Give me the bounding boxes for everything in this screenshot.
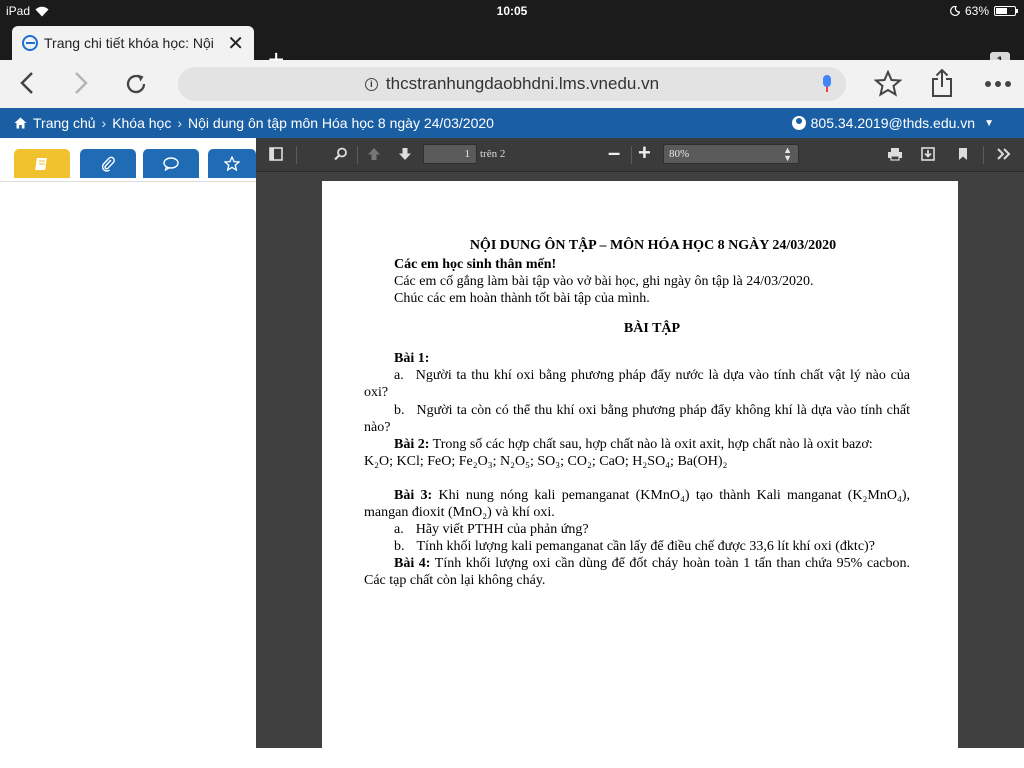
bai3-label: Bài 3: — [394, 488, 433, 503]
share-icon[interactable] — [930, 68, 954, 98]
info-icon[interactable]: i — [365, 78, 378, 91]
page-count: trên 2 — [480, 148, 506, 160]
page-number-input[interactable]: 1 — [423, 144, 477, 164]
bai2-text: Trong số các hợp chất sau, hợp chất nào là oxit axit, hợp chất nào là oxit bazơ: — [432, 437, 873, 452]
clock: 10:05 — [496, 4, 528, 18]
chevron-right-icon: › — [101, 115, 107, 131]
bai1-b — [364, 402, 910, 436]
bai1-label: Bài 1: — [394, 351, 430, 366]
bai2 — [364, 436, 910, 453]
bai3-text: Khi nung nóng kali pemanganat (KMnO₄) tạo thành Kali manganat (K₂MnO₄), mangan đioxit (MnO₂) và khí oxi. — [364, 488, 911, 520]
bai4 — [364, 555, 910, 589]
home-icon — [14, 117, 27, 129]
zoom-select[interactable] — [663, 144, 799, 164]
bai1-b-text: Người ta còn có thể thu khí oxi bằng phương pháp đẩy không khí là dựa vào tính chất nào? — [364, 403, 910, 435]
tab-title: Trang chi tiết khóa học: Nội — [44, 35, 214, 51]
sidebar-toggle-icon[interactable] — [269, 147, 283, 161]
microphone-icon[interactable] — [822, 75, 832, 93]
bai3-a-letter: a. — [394, 522, 404, 537]
status-bar — [0, 0, 1024, 22]
user-avatar-icon — [792, 116, 806, 130]
chevron-right-icon: › — [177, 115, 183, 131]
tab-notes[interactable] — [14, 149, 70, 178]
tab-comments[interactable] — [143, 149, 199, 178]
sidebar-tabs — [0, 138, 256, 182]
search-icon[interactable] — [334, 147, 348, 161]
bai2-label: Bài 2: — [394, 437, 430, 452]
toolbar-divider — [983, 146, 984, 164]
greeting: Các em học sinh thân mến! — [394, 257, 557, 272]
caret-down-icon: ▼ — [984, 117, 994, 129]
user-menu[interactable] — [788, 112, 1004, 134]
toolbar-divider — [631, 146, 632, 164]
section-heading: BÀI TẬP — [623, 321, 681, 336]
previous-page-icon[interactable] — [367, 147, 381, 161]
device-label: iPad — [6, 4, 31, 18]
bai1-a — [364, 367, 910, 401]
download-icon[interactable] — [921, 147, 935, 161]
toolbar-divider — [357, 146, 358, 164]
back-icon[interactable] — [18, 70, 36, 96]
breadcrumb — [14, 115, 494, 131]
bai4-label: Bài 4: — [394, 556, 431, 571]
battery-icon — [994, 6, 1016, 16]
paperclip-icon — [101, 156, 115, 172]
select-arrows-icon: ▲ ▼ — [783, 145, 792, 163]
close-tab-icon[interactable]: ✕ — [227, 32, 244, 55]
breadcrumb-courses[interactable]: Khóa học — [112, 115, 172, 131]
zoom-value: 80% — [669, 148, 690, 160]
bai1-a-letter: a. — [394, 368, 404, 383]
intro-line-1: Các em cố gắng làm bài tập vào vở bài học, ghi ngày ôn tập là 24/03/2020. — [394, 274, 814, 289]
bai3-b-letter: b. — [394, 539, 405, 554]
bai3-b — [364, 538, 910, 555]
bai1-a-text: Người ta thu khí oxi bằng phương pháp đẩy nước là dựa vào tính chất vật lý nào của oxi? — [364, 368, 910, 400]
print-icon[interactable] — [887, 147, 903, 161]
browser-tab-active[interactable] — [12, 26, 254, 60]
course-sidebar — [0, 138, 256, 768]
bai1-b-letter: b. — [394, 403, 405, 418]
notebook-icon — [35, 157, 49, 171]
star-icon — [224, 156, 240, 171]
pdf-toolbar — [256, 138, 1024, 172]
address-bar[interactable] — [178, 67, 846, 101]
moon-icon — [950, 6, 960, 16]
bai3 — [364, 487, 910, 521]
bookmark-star-icon[interactable] — [874, 70, 902, 97]
zoom-out-icon[interactable]: – — [608, 140, 621, 165]
url-text: thcstranhungdaobhdni.lms.vnedu.vn — [385, 74, 660, 93]
more-menu-icon[interactable] — [984, 80, 1012, 88]
document-title: NỘI DUNG ÔN TẬP – MÔN HÓA HỌC 8 NGÀY 24/03/2020 — [469, 238, 837, 253]
bai4-text: Tính khối lượng oxi cần dùng để đốt cháy hoàn toàn 1 tấn than chứa 95% cacbon. Các tạp chất còn lại không cháy. — [364, 556, 911, 588]
user-email: 805.34.2019@thds.edu.vn — [810, 115, 976, 131]
pdf-page — [322, 181, 958, 751]
tab-favorites[interactable] — [208, 149, 256, 178]
forward-icon[interactable] — [72, 70, 90, 96]
bookmark-icon[interactable] — [957, 147, 969, 161]
bai3-b-text: Tính khối lượng kali pemanganat cần lấy để điều chế được 33,6 lít khí oxi (đktc)? — [416, 539, 875, 554]
reload-icon[interactable] — [124, 72, 148, 96]
viewer-bottom-edge — [256, 748, 1024, 768]
site-favicon-icon — [22, 35, 38, 51]
comment-icon — [163, 157, 179, 171]
breadcrumb-home[interactable]: Trang chủ — [33, 115, 96, 131]
next-page-icon[interactable] — [398, 147, 412, 161]
battery-percent: 63% — [964, 4, 989, 18]
toolbar-divider — [296, 146, 297, 164]
breadcrumb-current[interactable]: Nội dung ôn tập môn Hóa học 8 ngày 24/03/2020 — [188, 115, 494, 131]
zoom-in-icon[interactable]: + — [638, 140, 651, 165]
intro-line-2: Chúc các em hoàn thành tốt bài tập của mình. — [394, 291, 650, 306]
browser-toolbar — [0, 60, 1024, 108]
bai3-a-text: Hãy viết PTHH của phản ứng? — [415, 522, 589, 537]
site-navbar — [0, 108, 1024, 138]
tab-attachments[interactable] — [80, 149, 136, 178]
bai2-compounds: K₂O; KCl; FeO; Fe₂O₃; N₂O₅; SO₃; CO₂; CaO; H₂SO₄; Ba(OH)₂ — [364, 454, 728, 469]
bai3-a — [364, 521, 910, 538]
tools-menu-icon[interactable] — [996, 147, 1012, 161]
pdf-viewer — [256, 138, 1024, 748]
tab-strip — [0, 22, 1024, 60]
